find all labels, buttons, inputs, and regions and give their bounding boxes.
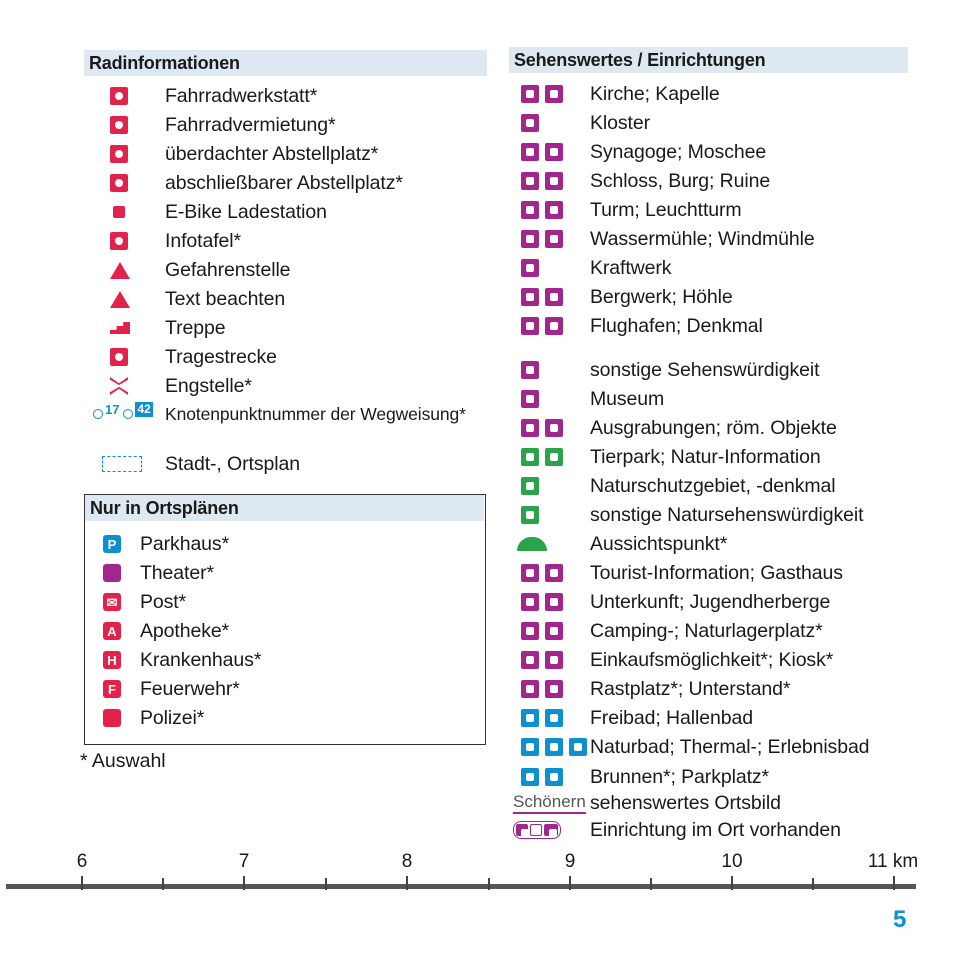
rad-item-label: überdachter Abstellplatz* — [165, 142, 379, 165]
scale-major-tick — [243, 876, 245, 890]
restaurant-icon — [545, 564, 563, 582]
node-circle-icon — [93, 409, 103, 419]
monastery-icon — [521, 114, 539, 132]
museum-icon — [521, 390, 539, 408]
ort-item — [103, 588, 187, 616]
rad-item — [110, 111, 336, 139]
sehens-item-label: Aussichtspunkt* — [590, 532, 728, 555]
sehens-item-label: Einkaufsmöglichkeit*; Kiosk* — [590, 648, 834, 671]
ort-item-label: Feuerwehr* — [140, 677, 240, 700]
scale-major-tick — [731, 876, 733, 890]
watermill-icon — [521, 230, 539, 248]
fun-pool-icon — [569, 738, 587, 756]
rad-item-label: Infotafel* — [165, 229, 241, 252]
lighthouse-icon — [545, 201, 563, 219]
scale-major-tick — [406, 876, 408, 890]
sehens-item-label: Synagoge; Moschee — [590, 140, 767, 163]
restaurant-icon — [530, 824, 542, 836]
rad-item-label: E-Bike Ladestation — [165, 200, 327, 223]
sehens-item-label: Unterkunft; Jugendherberge — [590, 590, 831, 613]
stadtplan-row — [102, 450, 300, 478]
shelter-icon — [545, 680, 563, 698]
outdoor-pool-icon — [521, 709, 539, 727]
ort-item-label: Polizei* — [140, 706, 205, 729]
stadtplan-label: Stadt-, Ortsplan — [165, 452, 300, 475]
knoten-label: Knotenpunktnummer der Wegweisung* — [165, 403, 466, 424]
scale-major-tick — [893, 876, 895, 890]
bed-icon — [521, 593, 539, 611]
rad-item — [110, 314, 226, 342]
auswahl-note: * Auswahl — [80, 750, 166, 772]
airport-icon — [521, 317, 539, 335]
rad-item — [110, 169, 403, 197]
note-text-icon — [110, 291, 130, 308]
ort-item — [103, 704, 205, 732]
ortsbild-name: Schönern — [513, 792, 586, 814]
scale-minor-tick — [325, 878, 327, 890]
tent-icon — [545, 622, 563, 640]
police-icon — [103, 709, 121, 727]
tower-icon — [521, 201, 539, 219]
sehens-item-label: Wassermühle; Windmühle — [590, 227, 815, 250]
narrow-passage-icon — [110, 377, 128, 395]
church-icon — [521, 85, 539, 103]
ort-item-label: Post* — [140, 590, 187, 613]
ort-item — [103, 530, 230, 558]
wrench-icon — [110, 87, 128, 105]
rad-item — [110, 256, 291, 284]
rad-item — [110, 198, 327, 226]
ebike-charging-icon — [113, 206, 125, 218]
sehens-item-label: Kraftwerk — [590, 256, 672, 279]
sehens-item-label: Flughafen; Denkmal — [590, 314, 763, 337]
tourist-info-icon — [516, 824, 528, 836]
sehens-item-label: Kloster — [590, 111, 650, 134]
kiosk-icon — [545, 651, 563, 669]
node-number-2: 42 — [137, 401, 151, 416]
castle-icon — [521, 172, 539, 190]
rad-item-label: Gefahrenstelle — [165, 258, 291, 281]
sehens-item-label: Museum — [590, 387, 665, 410]
stairs-icon — [110, 322, 130, 334]
ort-icon-glyph: F — [108, 681, 116, 697]
sehens-item-label: Freibad; Hallenbad — [590, 706, 753, 729]
cave-icon — [545, 288, 563, 306]
mosque-icon — [545, 143, 563, 161]
scale-minor-tick — [650, 878, 652, 890]
theater-icon — [103, 564, 121, 582]
ort-item-label: Krankenhaus* — [140, 648, 262, 671]
excavation-icon — [521, 419, 539, 437]
ort-item-label: Theater* — [140, 561, 214, 584]
ruin-icon — [545, 172, 563, 190]
scale-label: 6 — [76, 851, 88, 872]
sehens-item-label: Tierpark; Natur-Information — [590, 445, 821, 468]
rad-item — [110, 343, 277, 371]
indoor-pool-icon — [545, 709, 563, 727]
sehens-title: Sehenswertes / Einrichtungen — [509, 47, 908, 73]
camping-icon — [521, 622, 539, 640]
ortsplan-box — [84, 494, 486, 745]
ort-item — [103, 559, 214, 587]
ortsbild-row — [513, 789, 781, 817]
ort-icon-glyph: H — [107, 652, 117, 668]
ortsbild-label: sehenswertes Ortsbild — [590, 791, 781, 814]
rad-item-label: Fahrradvermietung* — [165, 113, 336, 136]
rad-item — [110, 140, 379, 168]
tourist-info-icon — [521, 564, 539, 582]
sehens-item-label: Ausgrabungen; röm. Objekte — [590, 416, 837, 439]
info-board-icon — [110, 232, 128, 250]
nature-reserve-icon — [521, 477, 539, 495]
shopping-icon — [521, 651, 539, 669]
einrichtung-label: Einrichtung im Ort vorhanden — [590, 818, 841, 841]
facility-group-icon — [513, 821, 561, 839]
synagogue-icon — [521, 143, 539, 161]
rest-area-icon — [521, 680, 539, 698]
rad-title: Radinformationen — [84, 50, 487, 76]
sehens-item-label: Turm; Leuchtturm — [590, 198, 742, 221]
dashed-frame-icon — [102, 456, 142, 472]
natural-pool-icon — [521, 738, 539, 756]
parking-icon — [545, 768, 563, 786]
sehens-item-label: Tourist-Information; Gasthaus — [590, 561, 843, 584]
thermal-bath-icon — [545, 738, 563, 756]
scale-minor-tick — [812, 878, 814, 890]
chapel-icon — [545, 85, 563, 103]
einrichtung-row — [513, 816, 841, 844]
roman-column-icon — [545, 419, 563, 437]
viewpoint-icon — [517, 537, 547, 551]
nature-sight-icon — [521, 506, 539, 524]
sehens-item-label: sonstige Sehenswürdigkeit — [590, 358, 820, 381]
parking-garage-icon — [103, 535, 121, 553]
ort-title: Nur in Ortsplänen — [85, 495, 484, 521]
sehens-item-label: sonstige Natursehenswürdigkeit — [590, 503, 864, 526]
page-number: 5 — [893, 906, 907, 933]
ort-item-label: Parkhaus* — [140, 532, 230, 555]
rad-item-label: abschließbarer Abstellplatz* — [165, 171, 403, 194]
sehens-item-label: Bergwerk; Höhle — [590, 285, 733, 308]
lockable-bike-parking-icon — [110, 174, 128, 192]
post-icon — [103, 593, 121, 611]
node-number-1: 17 — [105, 401, 120, 417]
rad-item-label: Fahrradwerkstatt* — [165, 84, 318, 107]
sehens-item-label: Schloss, Burg; Ruine — [590, 169, 771, 192]
knoten-row — [93, 400, 466, 428]
ort-icon-glyph: P — [107, 536, 117, 552]
scale-minor-tick — [162, 878, 164, 890]
node-circle-icon — [123, 409, 133, 419]
monument-icon — [545, 317, 563, 335]
sight-icon — [521, 361, 539, 379]
bed-icon — [544, 824, 558, 836]
sehens-item-label: Rastplatz*; Unterstand* — [590, 677, 791, 700]
scale-label: 10 — [721, 851, 743, 872]
covered-bike-parking-icon — [110, 145, 128, 163]
scale-major-tick — [81, 876, 83, 890]
ort-item — [103, 617, 230, 645]
rad-item — [110, 227, 241, 255]
zoo-icon — [521, 448, 539, 466]
sehens-item-label: Naturschutzgebiet, -denkmal — [590, 474, 836, 497]
windmill-icon — [545, 230, 563, 248]
rad-item — [110, 82, 318, 110]
mine-icon — [521, 288, 539, 306]
scale-label: 11 km — [867, 851, 919, 872]
scale-line — [6, 884, 916, 889]
sehens-item-label: Camping-; Naturlagerplatz* — [590, 619, 823, 642]
pharmacy-icon — [103, 622, 121, 640]
power-plant-icon — [521, 259, 539, 277]
carry-bike-icon — [110, 348, 128, 366]
ort-item — [103, 646, 262, 674]
ort-item-label: Apotheke* — [140, 619, 230, 642]
scale-label: 7 — [238, 851, 250, 872]
rad-item-label: Treppe — [165, 316, 226, 339]
scale-label: 9 — [564, 851, 576, 872]
scale-minor-tick — [488, 878, 490, 890]
rad-item — [110, 285, 286, 313]
bicycle-rental-icon — [110, 116, 128, 134]
rad-item-label: Text beachten — [165, 287, 286, 310]
youth-hostel-icon — [545, 593, 563, 611]
ort-item — [103, 675, 240, 703]
nature-info-icon — [545, 448, 563, 466]
scale-major-tick — [569, 876, 571, 890]
sehens-item-label: Naturbad; Thermal-; Erlebnisbad — [590, 735, 870, 758]
hospital-icon — [103, 651, 121, 669]
ort-icon-glyph: A — [107, 623, 117, 639]
sehens-item-label: Kirche; Kapelle — [590, 82, 720, 105]
rad-item-label: Tragestrecke — [165, 345, 277, 368]
warning-icon — [110, 262, 130, 279]
scale-label: 8 — [401, 851, 413, 872]
sehens-item-label: Brunnen*; Parkplatz* — [590, 765, 770, 788]
ort-icon-glyph: ✉ — [106, 594, 118, 610]
fire-station-icon — [103, 680, 121, 698]
fountain-icon — [521, 768, 539, 786]
rad-item-label: Engstelle* — [165, 374, 252, 397]
rad-item — [110, 372, 252, 400]
